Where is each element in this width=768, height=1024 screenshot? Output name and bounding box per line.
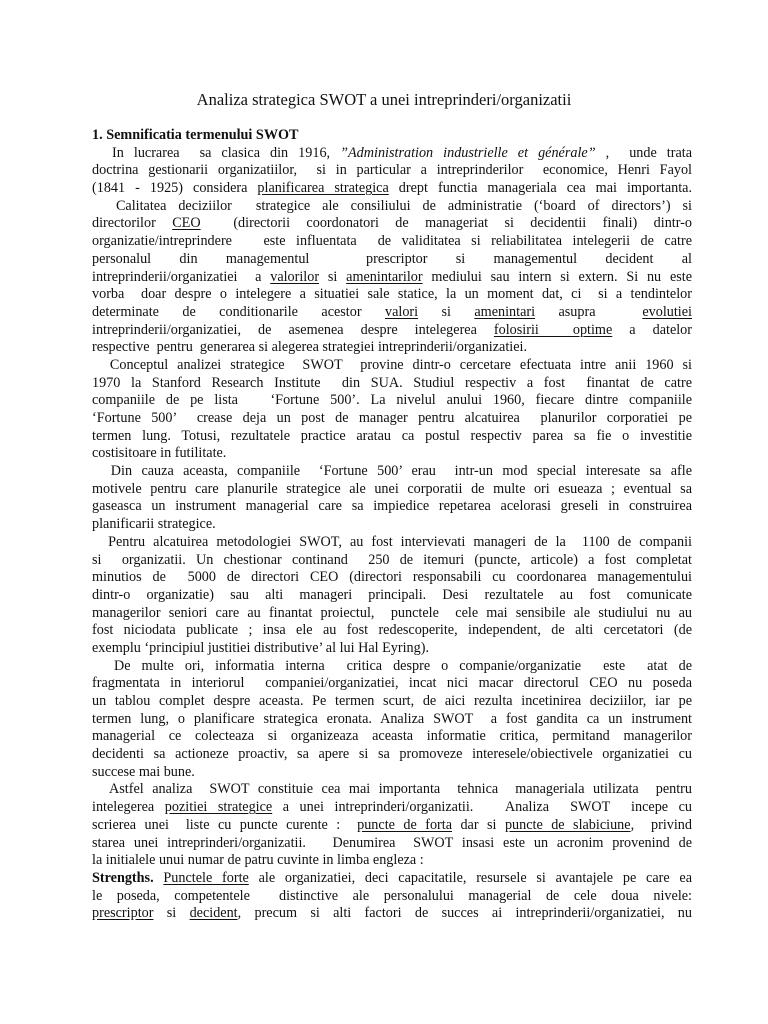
- text-line: [92, 251, 692, 269]
- text-line: [92, 516, 692, 534]
- text-run: a unei intreprinderi/organizatii. Analiza SWOT incepe cu: [272, 799, 692, 816]
- text-run: intelegerea: [92, 799, 165, 816]
- text-line: [92, 269, 692, 287]
- text-line: [92, 693, 692, 711]
- text-line: [92, 392, 692, 410]
- text-run: si: [418, 303, 475, 320]
- text-line: [92, 764, 692, 782]
- text-run: De multe ori, informatia interna critica despre o companie/organizatie este atat de: [92, 657, 692, 674]
- text-line: [92, 781, 692, 799]
- text-run: planificarii strategice.: [92, 516, 216, 533]
- text-line: [92, 145, 692, 163]
- text-line: [92, 587, 692, 605]
- text-line: [92, 127, 692, 145]
- underlined-term: amenintari: [474, 303, 536, 320]
- text-line: [92, 498, 692, 516]
- text-run: respective pentru generarea si alegerea strategiei intreprinderii/organizatiei.: [92, 339, 527, 356]
- bold-text: 1. Semnificatia termenului SWOT: [92, 127, 299, 143]
- underlined-term: prescriptor: [92, 905, 154, 922]
- underlined-term: puncte de forta: [357, 816, 452, 833]
- text-run: Din cauza aceasta, companiile ‘Fortune 500’ erau intr-un mod special interesate sa afle: [92, 463, 692, 480]
- text-run: In lucrarea sa clasica din 1916,: [92, 144, 341, 161]
- text-run: Astfel analiza SWOT constituie cea mai importanta tehnica manageriala utilizata pentru: [92, 781, 692, 798]
- underlined-term: puncte de slabiciune: [504, 816, 631, 833]
- text-line: [92, 675, 692, 693]
- text-run: scrierea unei liste cu puncte curente :: [92, 816, 358, 833]
- text-run: la initialele unui numar de patru cuvinte in limba engleza :: [92, 852, 424, 869]
- underlined-term: valori: [384, 303, 419, 320]
- text-line: [92, 481, 692, 499]
- text-run: fost niciodata publicate ; insa ele au fost redescoperite, independent, de alti cercetatori (de: [92, 622, 692, 639]
- text-run: minutios de 5000 de directori CEO (directori responsabili cu coordonarea managementului: [92, 569, 692, 586]
- text-line: [92, 622, 692, 640]
- text-run: determinate de conditionarile acestor: [92, 303, 385, 320]
- text-run: le poseda, competentele distinctive ale personalului managerial de cele doua nivele:: [92, 887, 692, 904]
- text-line: [92, 870, 692, 888]
- text-line: [92, 198, 692, 216]
- text-run: costisitoare in futilitate.: [92, 445, 227, 462]
- text-run: , precum si alti factori de succes ai intreprinderii/organizatiei, nu: [237, 905, 692, 922]
- text-run: organizatie/intreprindere este influentata de validitatea si reliabilitatea intelegerii de catre: [92, 233, 692, 250]
- text-line: [92, 888, 692, 906]
- text-run: starea unei intreprinderi/organizatii. Denumirea SWOT insasi este un acronim provenind de: [92, 834, 692, 851]
- text-run: ‘Fortune 500’ crease deja un post de manager pentru alcatuirea planurilor corporatiei pe: [92, 410, 692, 426]
- text-line: [92, 304, 692, 322]
- text-run: succese mai bune.: [92, 763, 195, 780]
- text-run: mediului sau intern si extern. Si nu este: [422, 268, 693, 285]
- text-line: [92, 428, 692, 446]
- text-line: [92, 817, 692, 835]
- text-run: motivele pentru care planurile strategice ale unei corporatii de multe ori esueaza ; eventual sa: [92, 480, 692, 497]
- text-run: , unde trata: [595, 144, 692, 161]
- text-line: [92, 286, 692, 304]
- text-run: Pentru alcatuirea metodologiei SWOT, au fost intervievati manageri de la 1100 de companii: [92, 533, 692, 550]
- text-line: [92, 357, 692, 375]
- text-run: intreprinderii/organizatiei, de asemenea despre intelegerea: [92, 321, 494, 338]
- text-run: dintr-o organizatie) sau alti manageri principali. Desi rezultatele au fost comunicate: [92, 586, 692, 603]
- text-line: [92, 605, 692, 623]
- text-run: termen lung. Totusi, rezultatele practice aratau ca postul respectiv parea sa fie o investitie: [92, 427, 692, 444]
- text-line: [92, 711, 692, 729]
- text-run: si: [319, 268, 347, 285]
- italic-citation: ”Administration industrielle et générale”: [340, 144, 596, 161]
- text-run: (1841 - 1925) considera: [92, 180, 258, 197]
- underlined-term: valorilor: [270, 268, 320, 285]
- text-run: personalul din managementul prescriptor si managementul decident al: [92, 250, 692, 267]
- bold-text: Strengths.: [92, 869, 154, 886]
- text-run: , privind: [630, 816, 692, 833]
- document-title: Analiza strategica SWOT a unei intreprinderi/organizatii: [196, 90, 572, 109]
- text-run: si: [153, 905, 190, 922]
- text-line: [92, 215, 692, 233]
- text-line: [92, 162, 692, 180]
- text-run: gaseasca un instrument managerial care sa impiedice repetarea acelorasi greseli in construirea: [92, 498, 692, 515]
- text-run: Conceptul analizei strategice SWOT provine dintr-o cercetare efectuata intre anii 1960 si: [92, 356, 692, 373]
- text-line: [92, 835, 692, 853]
- text-line: [92, 640, 692, 658]
- text-run: asupra: [535, 303, 643, 320]
- underlined-term: planificarea strategica: [257, 180, 389, 197]
- text-run: 1970 la Stanford Research Institute din SUA. Studiul respectiv a fost finantat de catre: [92, 374, 692, 391]
- text-run: companiile de pe lista ‘Fortune 500’. La nivelul anului 1960, fiecare dintre companiile: [92, 392, 692, 409]
- text-run: [154, 870, 164, 886]
- underlined-term: folosirii optime: [493, 321, 613, 338]
- document-body: [92, 127, 692, 923]
- text-run: un tablou complet despre aceasta. Pe termen scurt, de aici rezulta incetinirea deciziilor, iar pe: [92, 693, 692, 709]
- text-line: [92, 569, 692, 587]
- text-run: managerilor seniori care au finantat proiectul, punctele cele mai sensibile ale studiului nu au: [92, 604, 692, 621]
- text-run: fragmentata in interiorul companiei/organizatiei, incat nici macar directorul CEO nu poseda: [92, 675, 692, 692]
- text-line: [92, 445, 692, 463]
- text-run: (directorii coordonatori de manageriat si decidentii finali) dintr-o: [200, 215, 692, 232]
- text-run: exemplu ‘principiul justitiei distributive’ al lui Hal Eyring).: [92, 639, 430, 656]
- text-run: vorba doar despre o intelegere a situatiei sale statice, la un moment dat, ci si a tendintelor: [92, 286, 692, 303]
- text-line: [92, 463, 692, 481]
- text-run: termen lung, o planificare strategica eronata. Analiza SWOT a fost gandita ca un instrument: [92, 710, 692, 727]
- text-run: a datelor: [612, 321, 692, 338]
- text-line: [92, 534, 692, 552]
- text-line: [92, 799, 692, 817]
- text-run: directorilor: [92, 215, 173, 232]
- text-run: managerial ce colecteaza si organizeaza aceasta informatie critica, permitand managerilor: [92, 728, 692, 745]
- text-line: [92, 339, 692, 357]
- underlined-term: pozitiei strategice: [164, 799, 273, 816]
- text-line: [92, 852, 692, 870]
- text-run: doctrina gestionarii organizatiilor, si in particular a intreprinderilor economice, Henri Fayol: [92, 162, 692, 179]
- text-run: decidenti sa actioneze proactiv, sa apere si sa promoveze interesele/obiectivele organizatiei cu: [92, 746, 692, 763]
- text-line: [92, 728, 692, 746]
- text-line: [92, 375, 692, 393]
- text-line: [92, 658, 692, 676]
- text-line: [92, 322, 692, 340]
- text-line: [92, 905, 692, 923]
- text-line: [92, 233, 692, 251]
- underlined-term: decident: [189, 905, 238, 922]
- text-run: si organizatii. Un chestionar continand 250 de itemuri (puncte, articole) a fost completat: [92, 551, 692, 568]
- text-line: [92, 746, 692, 764]
- underlined-term: evolutiei: [642, 303, 692, 320]
- underlined-term: amenintarilor: [346, 268, 423, 285]
- text-run: dar si: [452, 816, 505, 833]
- underlined-term: CEO: [172, 215, 201, 232]
- text-line: [92, 410, 692, 428]
- text-run: drept functia manageriala cea mai importanta.: [388, 180, 692, 197]
- text-line: [92, 180, 692, 198]
- text-run: ale organizatiei, deci capacitatile, resursele si avantajele pe care ea: [248, 869, 693, 886]
- text-run: Calitatea deciziilor strategice ale consiliului de administratie (‘board of directors’) si: [92, 197, 692, 214]
- underlined-term: Punctele forte: [163, 869, 249, 886]
- text-run: intreprinderii/organizatiei a: [92, 268, 271, 285]
- text-line: [92, 552, 692, 570]
